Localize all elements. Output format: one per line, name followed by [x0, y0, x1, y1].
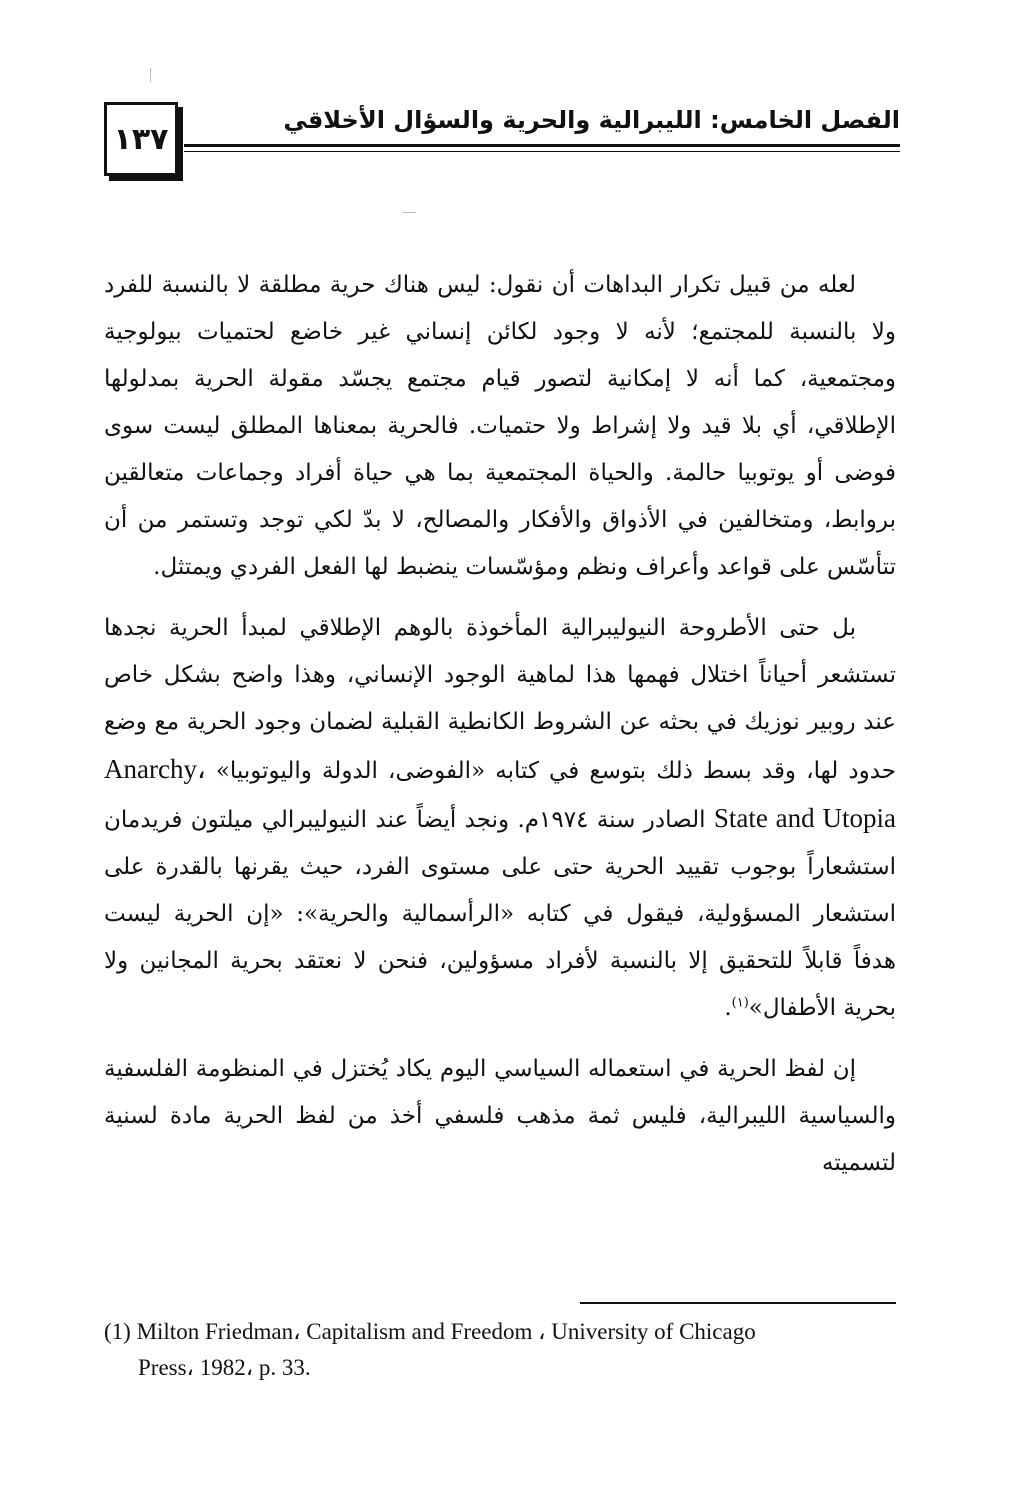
- page-number-box: [104, 102, 178, 176]
- paragraph-2-part-1: بل حتى الأطروحة النيوليبرالية المأخوذة بالوهم الإطلاقي لمبدأ الحرية نجدها تستشعر أحياناً اختلال فهمها هذا لماهية الوجود الإنساني، وهذا واضح بشكل خاص عند روبير نوزيك في بحثه عن الشروط الكانطية القبلية لضمان وجود الحرية مع وضع حدود لها، وقد بسط ذلك بتوسع في كتابه «الفوضى، الدولة واليوتوبيا»: [104, 615, 896, 784]
- footnote-separator: [580, 1302, 896, 1304]
- crop-mark-top: [150, 68, 151, 82]
- book-title-latin: Anarchy، State and Utopia: [104, 754, 896, 833]
- footnote: [104, 1314, 896, 1386]
- paragraph-2-ending: .: [724, 995, 732, 1021]
- page-header: [104, 100, 900, 186]
- paragraph-2-part-2: الصادر سنة ١٩٧٤م. ونجد أيضاً عند النيوليبرالي ميلتون فريدمان استشعاراً بوجوب تقييد الحرية حتى على مستوى الفرد، حيث يقرنها بالقدرة على استشعار المسؤولية، فيقول في كتابه «الرأسمالية والحرية»: «إن الحرية ليست هدفاً قابلاً للتحقيق إلا بالنسبة لأفراد مسؤولين، فنحن لا نعتقد بحرية المجانين ولا بحرية الأطفال»: [104, 807, 896, 1021]
- paragraph-2: [104, 605, 896, 1032]
- footnote-line-2: Press، 1982، p. 33.: [138, 1355, 311, 1380]
- crop-mark-mid: [402, 212, 416, 213]
- header-rule-thin: [184, 151, 900, 152]
- body-text: [104, 262, 896, 1201]
- page-number: ١٣٧: [113, 121, 169, 157]
- footnote-marker[interactable]: (١): [731, 995, 749, 1011]
- footnote-line-1: (1) Milton Friedman، Capitalism and Freedom ، University of Chicago: [104, 1319, 756, 1344]
- running-title: الفصل الخامس: الليبرالية والحرية والسؤال الأخلاقي: [283, 106, 900, 134]
- paragraph-1: لعله من قبيل تكرار البداهات أن نقول: ليس هناك حرية مطلقة لا بالنسبة للفرد ولا بالنسبة للمجتمع؛ لأنه لا وجود لكائن إنساني غير خاضع لحتميات بيولوجية ومجتمعية، كما أنه لا إمكانية لتصور قيام مجتمع يجسّد مقولة الحرية بمدلولها الإطلاقي، أي بلا قيد ولا إشراط ولا حتميات. فالحرية بمعناها المطلق ليست سوى فوضى أو يوتوبيا حالمة. والحياة المجتمعية بما هي حياة أفراد وجماعات متعالقين بروابط، ومتخالفين في الأذواق والأفكار والمصالح، لا بدّ لكي توجد وتستمر من أن تتأسّس على قواعد وأعراف ونظم ومؤسّسات ينضبط لها الفعل الفردي ويمتثل.: [104, 272, 896, 580]
- paragraph-3: إن لفظ الحرية في استعماله السياسي اليوم يكاد يُختزل في المنظومة الفلسفية والسياسية الليبرالية، فليس ثمة مذهب فلسفي أخذ من لفظ الحرية مادة لسنية لتسميته: [104, 1056, 896, 1176]
- header-rule-thick: [184, 144, 900, 147]
